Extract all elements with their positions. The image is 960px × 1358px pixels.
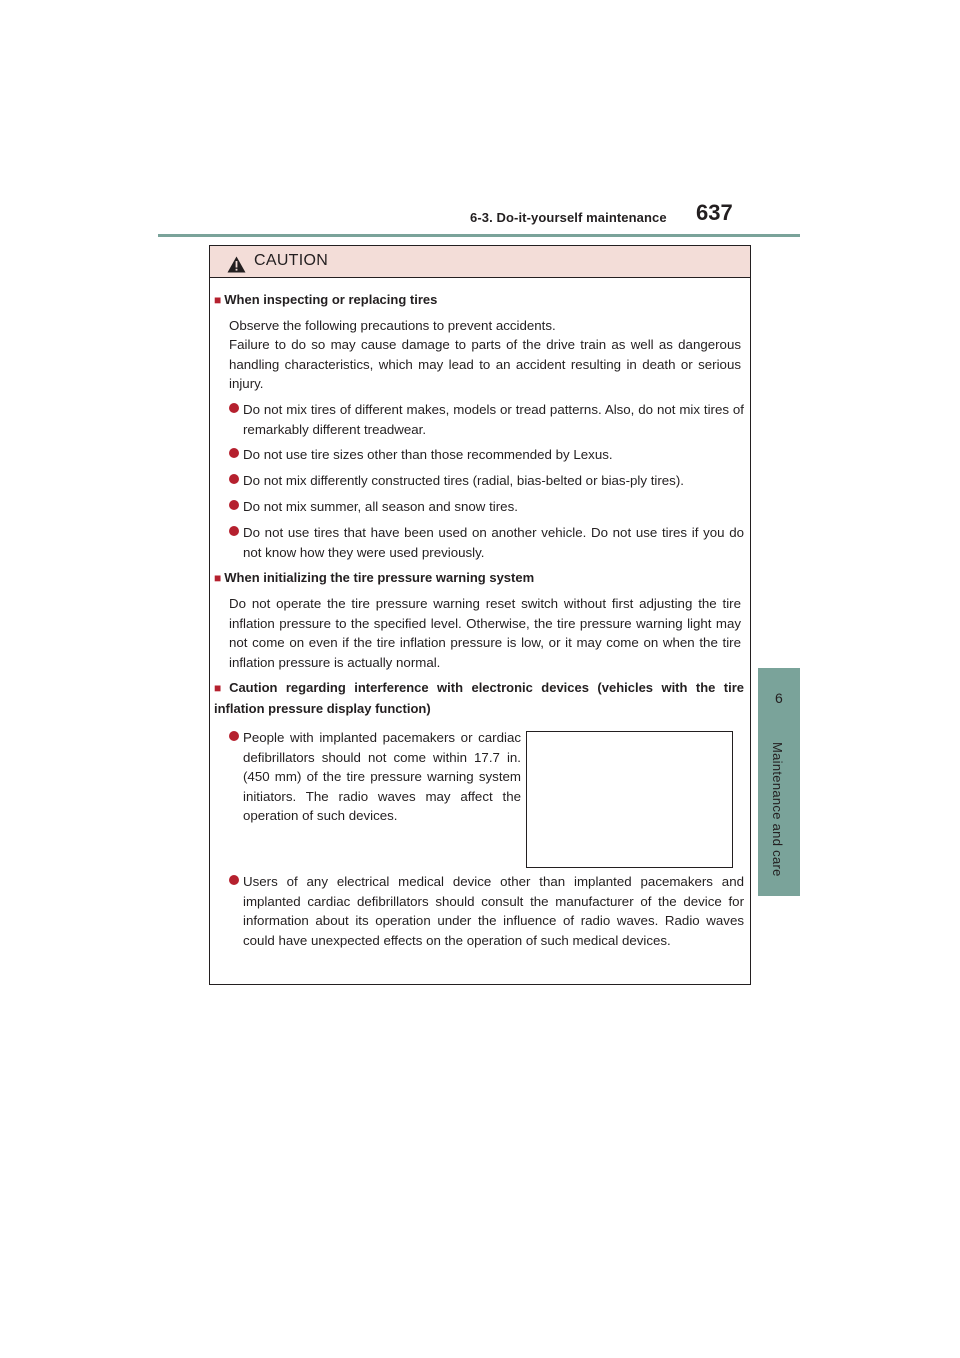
bullet-dot-icon <box>229 448 239 458</box>
square-bullet-icon: ■ <box>214 293 222 307</box>
square-bullet-icon: ■ <box>214 571 222 585</box>
warning-triangle-icon <box>227 256 246 273</box>
bullet-dot-icon <box>229 526 239 536</box>
chapter-label: Maintenance and care <box>770 742 785 877</box>
bullet-dot-icon <box>229 875 239 885</box>
figure-placeholder <box>526 731 733 868</box>
section-heading: ■ Caution regarding interference with electronic devices (vehicles with the tire inflation pressure display function) <box>214 680 745 716</box>
paragraph: Observe the following precautions to prevent accidents. <box>229 318 556 333</box>
caution-title: CAUTION <box>254 252 329 269</box>
paragraph: Failure to do so may cause damage to parts of the drive train as well as dangerous handling characteristics, which may lead to an accident resulting in death or serious injury. <box>229 337 741 391</box>
chapter-number: 6 <box>775 690 783 706</box>
caution-box: CAUTION ■ When inspecting or replacing tires Observe the following precautions to prevent accidents. Failure to do so may cause damage to parts of the drive train as well as dangerous handling characteristics, which may lead to an accident resulting in death or serious injury. Do not mix tires of different makes, models or tread patterns. Also, do not mix tires of remarkably different treadwear. Do not use tire sizes other than those recommended by Lexus. Do not mix differently constructed tires (radial, bias-belted or bias-ply tires). Do not mix summer, all season and snow tires. Do not use tires that have been used on another vehicle. Do not use tires if you do not know how they were used previously. ■ When initializing the tire pressure warning system Do not operate the tire pressure warning reset switch without first adjusting the tire inflation pressure to the specified level. Otherwise, the tire pressure warning light may not come on even if the tire inflation pressure is low, or it may come on when the tire inflation pressure is actually normal. ■ Caution regarding interference with electronic devices (vehicles with the tire inflation pressure display function) People with implanted pacemakers or cardiac defibrillators should not come within 17.7 in. (450 mm) of the tire pressure warning system initiators. The radio waves may affect the operation of such devices. Users of any electrical medical device other than implanted pacemakers and implanted cardiac defibrillators should consult the manufacturer of the device for information about its operation under the influence of radio waves. Radio waves could have unexpected effects on the operation of such medical devices. <box>209 245 751 985</box>
bullet-dot-icon <box>229 403 239 413</box>
bullet-dot-icon <box>229 474 239 484</box>
paragraph: Do not operate the tire pressure warning reset switch without first adjusting the tire inflation pressure to the specified level. Otherwise, the tire pressure warning light may not come on even if the tire inflation pressure is low, or it may come on when the tire inflation pressure is actually normal. <box>229 596 741 670</box>
section-title: 6-3. Do-it-yourself maintenance <box>470 210 667 225</box>
section-heading: ■ When inspecting or replacing tires <box>214 292 438 307</box>
bullet-dot-icon <box>229 731 239 741</box>
bullet-dot-icon <box>229 500 239 510</box>
page-number: 637 <box>696 200 733 225</box>
caution-header <box>210 246 750 278</box>
header-rule <box>158 234 800 237</box>
square-bullet-icon: ■ <box>214 681 227 695</box>
section-heading: ■ When initializing the tire pressure warning system <box>214 570 535 585</box>
